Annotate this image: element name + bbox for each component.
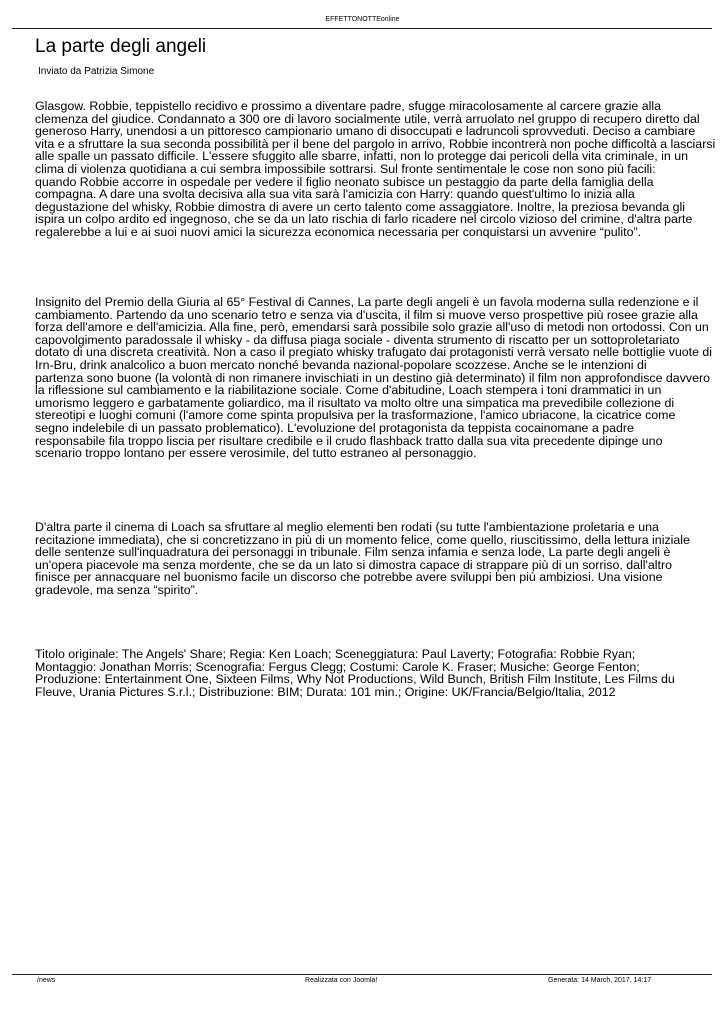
paragraph-line: quando Robbie accorre in ospedale per vedere il figlio neonato subisce un pestaggio da parte della famiglia della: [35, 174, 654, 189]
footer-path: /news: [37, 977, 56, 984]
paragraph-line: la riflessione sul cambiamento e la riabilitazione sociale. Come d'abitudine, Loach stempera i toni drammatici in un: [35, 383, 662, 398]
footer-generated: Generata: 14 March, 2017, 14:17: [548, 977, 652, 984]
paragraph-line: delle sentenze sull'inquadratura dei personaggi in tribunale. Film senza infamia e senza lode, La parte degli angeli è: [35, 545, 671, 560]
paragraph-line: D'altra parte il cinema di Loach sa sfruttare al meglio elementi ben rodati (su tutte l'ambientazione proletaria e una: [35, 520, 659, 534]
paragraph-line: Produzione: Entertainment One, Sixteen Films, Why Not Productions, Wild Bunch, British Film Institute, Les Films du: [35, 672, 675, 687]
paragraph-line: finisce per annacquare nel buonismo facile un discorso che potrebbe avere sviluppi ben più ambiziosi. Una visione: [35, 570, 663, 585]
footer-divider: [12, 974, 712, 975]
paragraph-line: Fleuve, Urania Pictures S.r.l.; Distribuzione: BIM; Durata: 101 min.; Origine: UK/Francia/Belgio/Italia, 2012: [35, 684, 616, 699]
paragraph-line: alle spalle un passato difficile. L'essere sfuggito alle sbarre, infatti, non lo protegge dai pericoli della vita criminale, in un: [35, 149, 689, 164]
paragraph-line: Titolo originale: The Angels' Share; Regia: Ken Loach; Sceneggiatura: Paul Laverty; Fotografia: Robbie Ryan;: [35, 647, 636, 661]
paragraph-line: compagna. A dare una svolta decisiva alla sua vita sarà l'amicizia con Harry: quando quest'ultimo lo inizia alla: [35, 187, 635, 202]
paragraph-line: stereotipi e luoghi comuni (l'amore come spinta propulsiva per la trasformazione, l'amico ubriacone, la cicatrice come: [35, 408, 676, 423]
paragraph-line: scenario troppo lontano per essere verosimile, del tutto estraneo al personaggio.: [35, 446, 477, 461]
paragraph-line: cambiamento. Partendo da uno scenario tetro e senza via d'uscita, il film si muove verso prospettive più rosee grazie alla: [35, 307, 698, 322]
paragraph-line: generoso Harry, unendosi a un pittoresco campionario umano di disoccupati e ladruncoli sprovveduti. Deciso a cambiare: [35, 124, 696, 139]
article-paragraph: [35, 521, 690, 597]
paragraph-line: Irn-Bru, drink analcolico a buon mercato nonché bevanda nazional-popolare scozzese. Anche se le intenzioni di: [35, 357, 647, 372]
paragraph-line: un'opera piacevole ma senza mordente, che se da un lato si dimostra capace di strappare più di un sorriso, dall'altro: [35, 557, 673, 572]
article-title: La parte degli angeli: [35, 36, 207, 57]
article-paragraph: [35, 296, 712, 460]
paragraph-line: regalerebbe a lui e ai suoi nuovi amici la sicurezza economica necessaria per conquistarsi un avvenire “pulito”.: [35, 224, 642, 239]
header-divider: [12, 28, 712, 29]
paragraph-line: capovolgimento paradossale il whisky - da diffusa piaga sociale - diventa strumento di riscatto per un sottoproletariato: [35, 332, 680, 347]
article-byline: Inviato da Patrizia Simone: [38, 66, 155, 77]
paragraph-line: responsabile fila troppo liscia per risultare credibile e il crudo flashback tratto dalla sua vita precedente dipinge uno: [35, 433, 663, 448]
paragraph-line: vita e a sfruttare la sua seconda possibilità per il bene del pargolo in arrivo, Robbie incontrerà non poche difficoltà a lasciarsi: [35, 136, 716, 151]
paragraph-line: partenza sono buone (la volontà di non rimanere invischiati in un destino già determinato) il film non approfondisce davvero: [35, 370, 710, 385]
site-name: EFFETTONOTTEonline: [325, 16, 400, 23]
paragraph-line: forza dell'amore e dell'amicizia. Alla fine, però, emendarsi sarà possibile solo grazie all'uso di metodi non ortodossi. Con un: [35, 320, 709, 335]
paragraph-line: Montaggio: Jonathan Morris; Scenografia: Fergus Clegg; Costumi: Carole K. Fraser; Musiche: George Fenton;: [35, 659, 640, 674]
paragraph-line: clemenza del giudice. Condannato a 300 ore di lavoro socialmente utile, verrà arruolato nel gruppo di recupero diretto dal: [35, 111, 700, 126]
paragraph-line: degustazione del whisky, Robbie dimostra di avere un certo talento come assaggiatore. Inoltre, la preziosa bevanda gli: [35, 199, 685, 214]
paragraph-line: recitazione immediata), che si concretizzano in più di un momento felice, come quello, riuscitissimo, della lettura iniziale: [35, 532, 690, 547]
credits-paragraph: [35, 648, 675, 698]
paragraph-line: ispira un colpo ardito ed ingegnoso, che se da un lato rischia di farlo ricadere nel circolo vizioso del crimine, d'altra parte: [35, 212, 693, 227]
paragraph-line: segno indelebile di un passato problematico). L'evoluzione del protagonista da teppista cocainomane a padre: [35, 420, 634, 435]
paragraph-line: gradevole, ma senza “spirito”.: [35, 582, 199, 597]
paragraph-line: Glasgow. Robbie, teppistello recidivo e prossimo a diventare padre, sfugge miracolosamente al carcere grazie alla: [35, 99, 662, 113]
paragraph-line: clima di violenza quotidiana a cui sembra impossibile sottrarsi. Sul fronte sentimentale le cose non sono più facili:: [35, 161, 656, 176]
paragraph-line: Insignito del Premio della Giuria al 65° Festival di Cannes, La parte degli angeli è un favola moderna sulla redenzione e il: [35, 295, 699, 309]
paragraph-line: dotato di una discreta creatività. Non a caso il pregiato whisky trafugato dai protagonisti verrà versato nelle bottiglie vuote di: [35, 345, 713, 360]
footer-powered-by: Realizzata con Joomla!: [305, 977, 378, 984]
article-paragraph: [35, 100, 715, 239]
paragraph-line: umorismo leggero e garbatamente goliardico, ma il risultato va molto oltre una simpatica ma prevedibile collezione di: [35, 395, 675, 410]
